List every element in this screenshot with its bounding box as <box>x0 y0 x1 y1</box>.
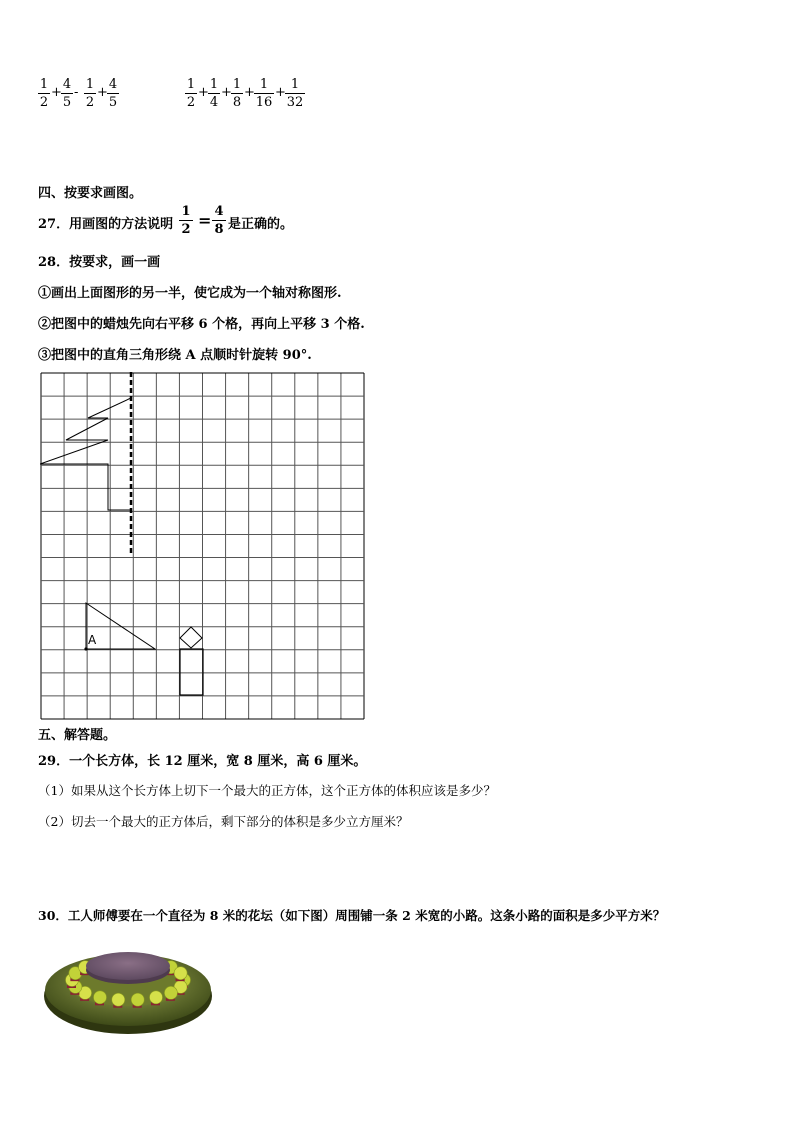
operator: + <box>198 85 209 100</box>
fraction <box>208 78 220 110</box>
fraction <box>107 78 119 110</box>
q27-frac1-denominator: 2 <box>181 222 191 237</box>
section-5-heading: 五、解答题。 <box>38 728 117 743</box>
q27-prefix: 27．用画图的方法说明 <box>38 217 174 232</box>
q27-fraction-1 <box>179 205 193 237</box>
fraction <box>254 78 274 110</box>
drawing-grid <box>40 372 365 720</box>
fraction-numerator: 1 <box>254 78 274 94</box>
point-A <box>84 647 87 650</box>
fraction-denominator: 5 <box>62 95 72 110</box>
question-28-item-1: ①画出上面图形的另一半，使它成为一个轴对称图形. <box>38 286 342 301</box>
q27-frac1-numerator: 1 <box>179 205 193 221</box>
operator: + <box>244 85 255 100</box>
fraction <box>61 78 73 110</box>
fraction-denominator: 2 <box>186 95 196 110</box>
fraction-denominator: 4 <box>209 95 219 110</box>
candle-body <box>180 649 203 695</box>
question-28-item-2: ②把图中的蜡烛先向右平移 6 个格，再向上平移 3 个格. <box>38 317 365 332</box>
fraction <box>231 78 243 110</box>
expression-2 <box>185 78 325 118</box>
fraction-numerator: 1 <box>285 78 305 94</box>
flower-bush <box>112 993 125 1006</box>
fraction-numerator: 1 <box>85 77 95 92</box>
q27-frac2-denominator: 8 <box>214 222 224 237</box>
question-28-title: 28．按要求，画一画 <box>38 255 161 270</box>
q27-suffix: 是正确的。 <box>228 217 294 232</box>
question-28-item-3: ③把图中的直角三角形绕 A 点顺时针旋转 90°. <box>38 348 312 363</box>
fraction-denominator: 5 <box>108 95 118 110</box>
question-29-part-1: （1）如果从这个长方体上切下一个最大的正方体，这个正方体的体积应该是多少？ <box>38 783 496 798</box>
fraction-denominator: 2 <box>85 95 95 110</box>
half-tree-shape <box>40 398 131 510</box>
question-27 <box>38 205 338 241</box>
question-30-stem: 30．工人师傅要在一个直径为 8 米的花坛（如下图）周围铺一条 2 米宽的小路。这条小路的面积是多少平方米？ <box>38 908 666 923</box>
fraction <box>185 78 197 110</box>
expression-1 <box>38 78 138 118</box>
flower-bush <box>150 991 163 1004</box>
fraction-denominator: 2 <box>39 95 49 110</box>
fraction-numerator: 1 <box>186 77 196 92</box>
fraction-numerator: 4 <box>62 77 72 92</box>
flower-bush <box>164 986 177 999</box>
section-4-heading: 四、按要求画图。 <box>38 186 143 201</box>
candle-flame <box>180 627 202 648</box>
label-A: A <box>88 633 97 647</box>
operator: + <box>275 85 286 100</box>
operator: + <box>51 85 62 100</box>
q27-fraction-2 <box>212 205 226 237</box>
q27-frac2-numerator: 4 <box>212 205 226 221</box>
operator: - <box>74 85 79 100</box>
fraction-numerator: 4 <box>108 77 118 92</box>
flower-bush <box>174 967 187 980</box>
fraction-numerator: 1 <box>39 77 49 92</box>
fraction-numerator: 1 <box>232 77 242 92</box>
operator: + <box>221 85 232 100</box>
fraction-denominator: 8 <box>232 95 242 110</box>
fraction-numerator: 1 <box>209 77 219 92</box>
fraction <box>84 78 96 110</box>
fraction <box>38 78 50 110</box>
right-triangle <box>86 603 155 649</box>
q27-equals: = <box>198 211 212 230</box>
fraction-denominator: 16 <box>255 95 273 110</box>
question-29-part-2: （2）切去一个最大的正方体后，剩下部分的体积是多少立方厘米？ <box>38 814 409 829</box>
question-29-stem: 29．一个长方体，长 12 厘米，宽 8 厘米，高 6 厘米。 <box>38 754 367 769</box>
operator: + <box>97 85 108 100</box>
fraction-denominator: 32 <box>286 95 304 110</box>
flower-bed-image <box>42 938 214 1036</box>
fraction <box>285 78 305 110</box>
flower-bush <box>94 991 107 1004</box>
flower-bush <box>131 993 144 1006</box>
